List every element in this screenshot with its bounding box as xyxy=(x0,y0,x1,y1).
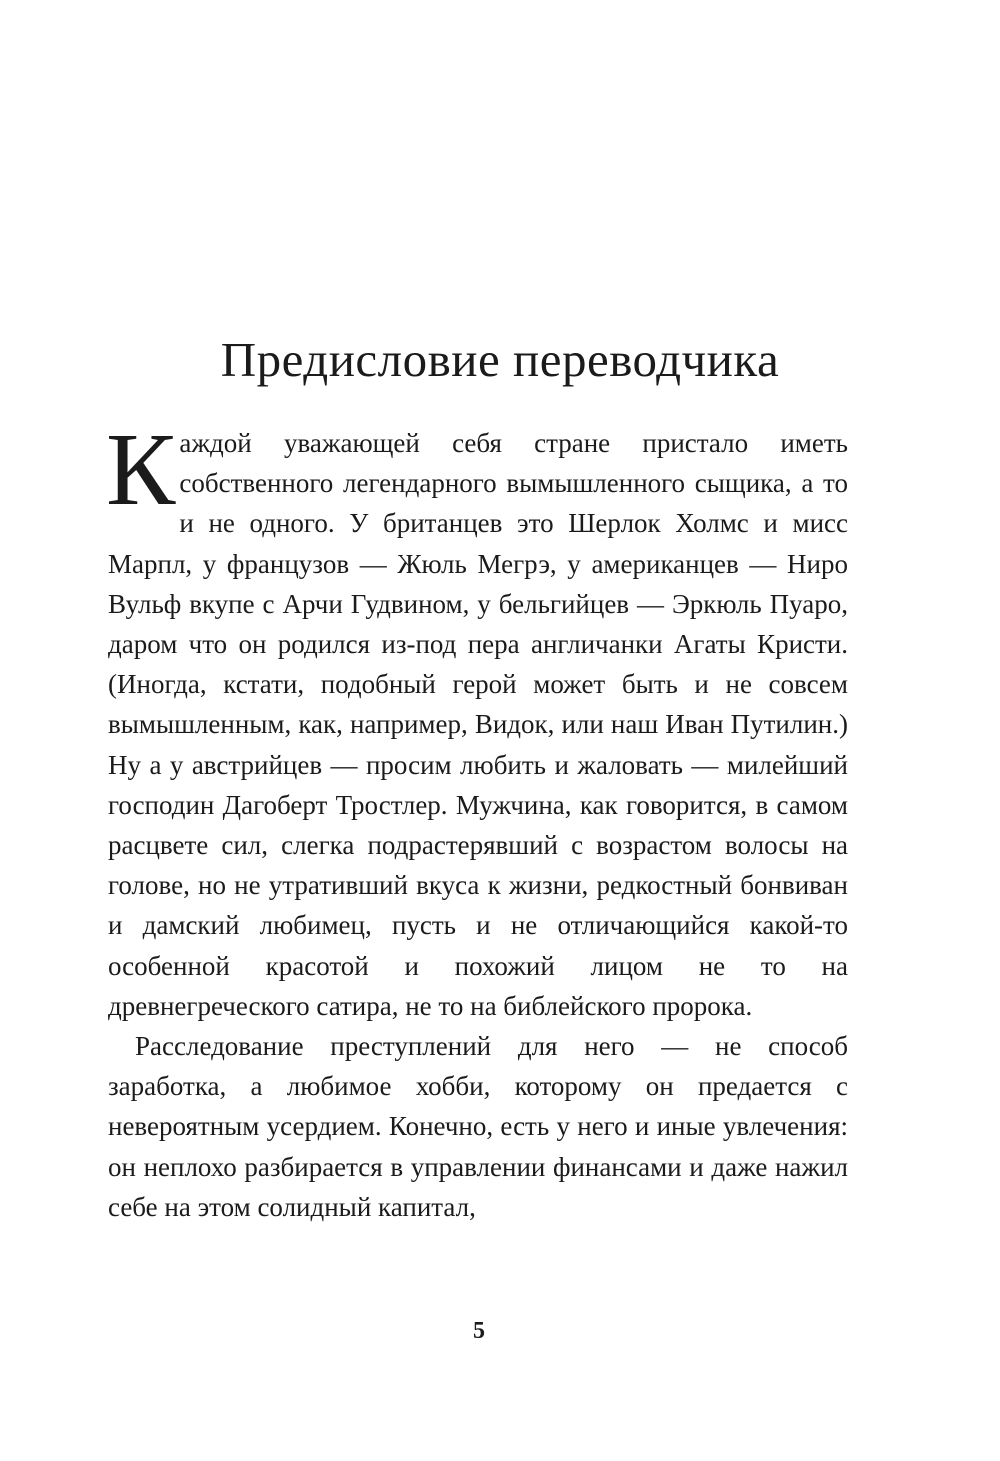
body-text xyxy=(106,412,848,1227)
paragraph-first-text: аждой уважающей себя стране пристало иметь собственного легендарного вымышленного сыщика, а то и не одного. У британцев это Шерлок Холмс и мисс Марпл, у французов — Жюль Мегрэ, у американцев — Ниро Вульф вкупе с Арчи Гудвином, у бельгийцев — Эркюль Пуаро, даром что он родился из-под пера англичанки Агаты Кристи. (Иногда, кстати, подобный герой может быть и не совсем вымышленным, как, например, Видок, или наш Иван Путилин.) Ну а у австрийцев — просим любить и жаловать — милейший господин Дагоберт Тростлер. Мужчина, как говорится, в самом расцвете сил, слегка подрастерявший с возрастом волосы на голове, но не утративший вкуса к жизни, редкостный бонвиван и дамский любимец, пусть и не отличающийся какой-то особенной красотой и похожий лицом не то на древнегреческого сатира, не то на библейского пророка. xyxy=(108,428,848,1021)
chapter-title: Предисловие переводчика xyxy=(220,332,780,387)
page-number: 5 xyxy=(473,1318,485,1344)
paragraph-first xyxy=(106,412,848,1026)
drop-cap-letter: К xyxy=(106,412,176,527)
paragraph-second: Расследование преступлений для него — не способ заработка, а любимое хобби, которому он предается с невероятным усердием. Конечно, есть у него и иные увлечения: он неплохо разбирается в управлении финансами и даже нажил себе на этом солидный капитал, xyxy=(108,1031,848,1222)
